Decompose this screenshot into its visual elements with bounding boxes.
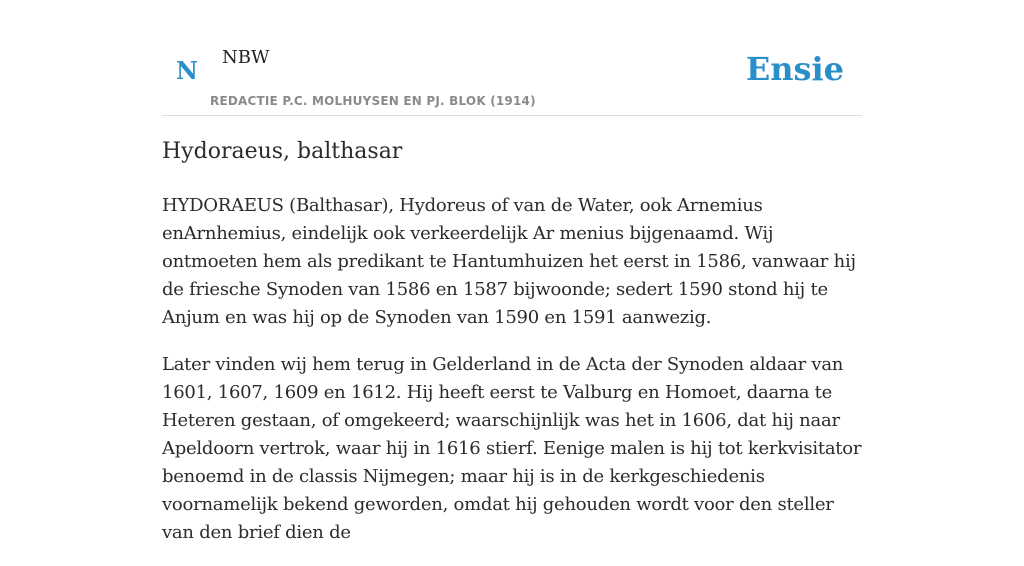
source-logo[interactable]: N: [176, 56, 198, 85]
source-subtitle: REDACTIE P.C. MOLHUYSEN EN PJ. BLOK (1914): [210, 94, 536, 108]
source-title[interactable]: NBW: [222, 47, 270, 68]
article-body: [162, 192, 862, 566]
article-paragraph: HYDORAEUS (Balthasar), Hydoreus of van de Water, ook Arnemius enArnhemius, eindelijk ook verkeerdelijk Ar menius bijgenaamd. Wij ontmoeten hem als predikant te Hantumhuizen het eerst in 1586, vanwaar hij de friesche Synoden van 1586 en 1587 bijwoonde; sedert 1590 stond hij te Anjum en was hij op de Synoden van 1590 en 1591 aanwezig.: [162, 195, 856, 328]
article-title: Hydoraeus, balthasar: [162, 139, 403, 164]
article-paragraph: Later vinden wij hem terug in Gelderland in de Acta der Synoden aldaar van 1601, 1607, 1609 en 1612. Hij heeft eerst te Valburg en Homoet, daarna te Heteren gestaan, of omgekeerd; waarschijnlijk was het in 1606, dat hij naar Apeldoorn vertrok, waar hij in 1616 stierf. Eenige malen is hij tot kerkvisitator benoemd in de classis Nijmegen; maar hij is in de kerkgeschiedenis voornamelijk bekend geworden, omdat hij gehouden wordt voor den steller van den brief dien de: [162, 354, 862, 543]
brand-logo[interactable]: Ensie: [745, 50, 844, 88]
source-header: [162, 40, 862, 116]
